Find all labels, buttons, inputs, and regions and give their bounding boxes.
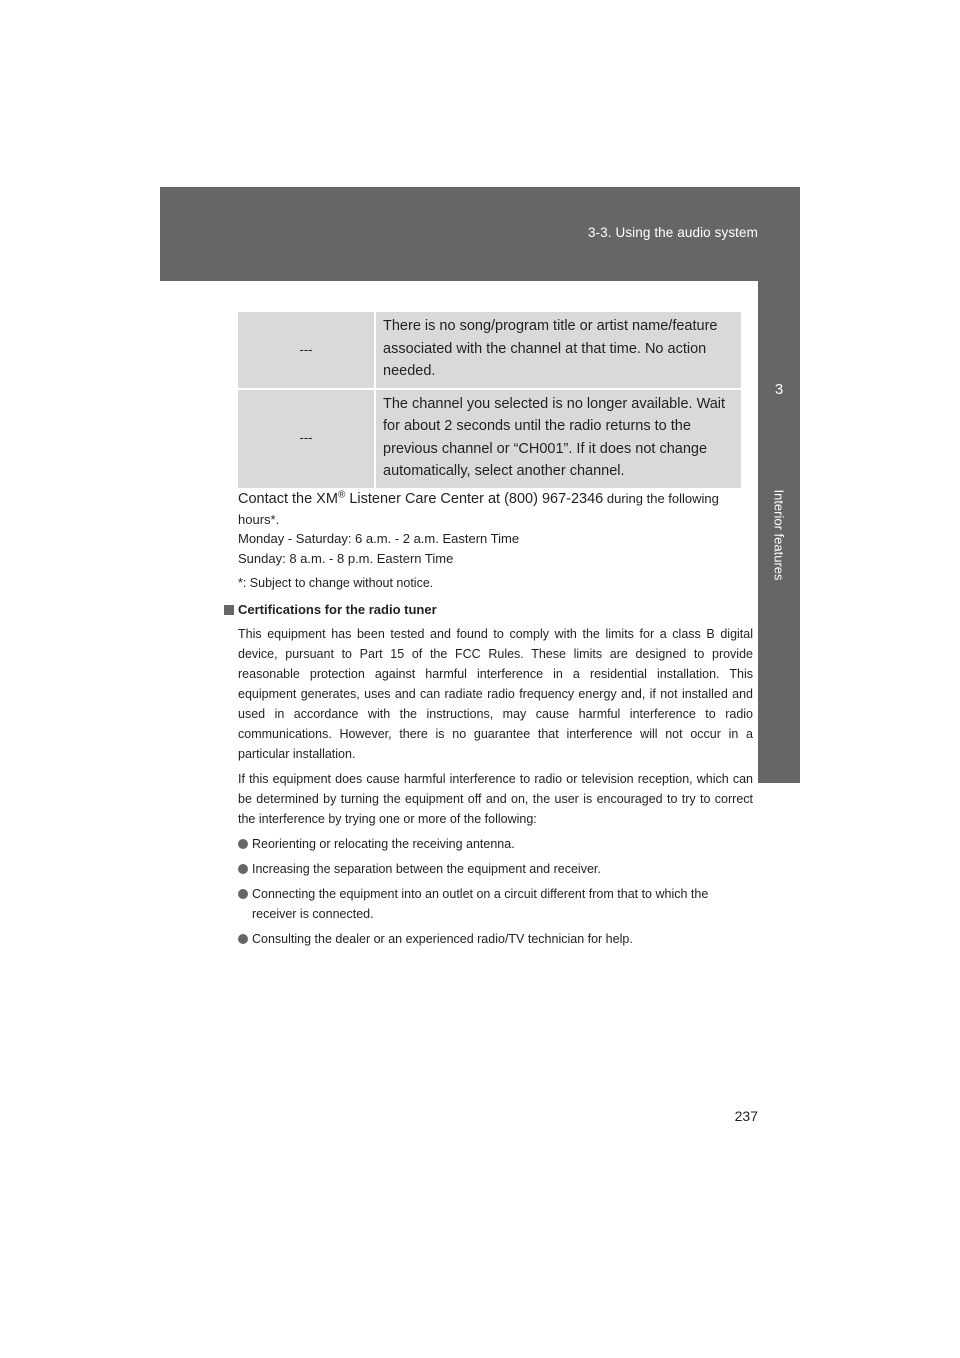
explanation-cell: There is no song/program title or artist name/feature associated with the channel at that time. No action needed. bbox=[375, 312, 741, 389]
list-item bbox=[238, 929, 753, 949]
contact-prefix: Contact the XM bbox=[238, 491, 338, 507]
page-number: 237 bbox=[734, 1108, 758, 1124]
list-item-text: Consulting the dealer or an experienced radio/TV technician for help. bbox=[252, 932, 633, 946]
list-item bbox=[238, 834, 753, 854]
circle-bullet-icon bbox=[238, 934, 248, 944]
interference-paragraph: If this equipment does cause harmful interference to radio or television reception, which can be determined by turning the equipment off and on, the user is encouraged to try to correct the interference by trying one or more of the following: bbox=[238, 772, 753, 826]
section-header-bar bbox=[160, 187, 800, 281]
registered-mark: ® bbox=[337, 489, 346, 501]
display-code-cell: --- bbox=[238, 312, 375, 389]
explanation-cell: The channel you selected is no longer available. Wait for about 2 seconds until the radio returns to the previous channel or “CH001”. If it does not change automatically, select another channel. bbox=[375, 389, 741, 489]
contact-info bbox=[238, 489, 753, 568]
table-row bbox=[238, 312, 741, 389]
section-title: 3-3. Using the audio system bbox=[587, 225, 758, 240]
square-bullet-icon bbox=[224, 605, 234, 615]
care-center-text: Listener Care Center at (800) 967-2346 bbox=[345, 491, 604, 507]
list-item-text: Increasing the separation between the equipment and receiver. bbox=[252, 862, 601, 876]
certifications-heading-text: Certifications for the radio tuner bbox=[238, 601, 437, 617]
hours-weekday: Monday - Saturday: 6 a.m. - 2 a.m. Eastern Time bbox=[238, 531, 520, 546]
circle-bullet-icon bbox=[238, 839, 248, 849]
contact-suffix: during the following hours*. bbox=[238, 491, 719, 527]
table-row bbox=[238, 389, 741, 489]
chapter-side-tab bbox=[758, 281, 800, 783]
list-item bbox=[238, 884, 753, 924]
chapter-label: Interior features bbox=[771, 489, 787, 581]
circle-bullet-icon bbox=[238, 889, 248, 899]
hours-sunday: Sunday: 8 a.m. - 8 p.m. Eastern Time bbox=[238, 550, 454, 566]
circle-bullet-icon bbox=[238, 864, 248, 874]
certifications-heading bbox=[238, 600, 753, 620]
footnote: *: Subject to change without notice. bbox=[238, 576, 434, 590]
main-content bbox=[238, 489, 753, 949]
list-item-text: Connecting the equipment into an outlet on a circuit different from that to which the receiver is connected. bbox=[252, 887, 709, 921]
chapter-number: 3 bbox=[774, 381, 784, 398]
list-item bbox=[238, 859, 753, 879]
xm-status-table bbox=[238, 312, 741, 490]
fcc-paragraph: This equipment has been tested and found to comply with the limits for a class B digital device, pursuant to Part 15 of the FCC Rules. These limits are designed to provide reasonable protection against harmful interference in a residential installation. This equipment generates, uses and can radiate radio frequency energy and, if not installed and used in accordance with the instructions, may cause harmful interference to radio communications. However, there is no guarantee that interference will not occur in a particular installation. bbox=[238, 627, 753, 761]
display-code-cell: --- bbox=[238, 389, 375, 489]
list-item-text: Reorienting or relocating the receiving antenna. bbox=[252, 837, 515, 851]
